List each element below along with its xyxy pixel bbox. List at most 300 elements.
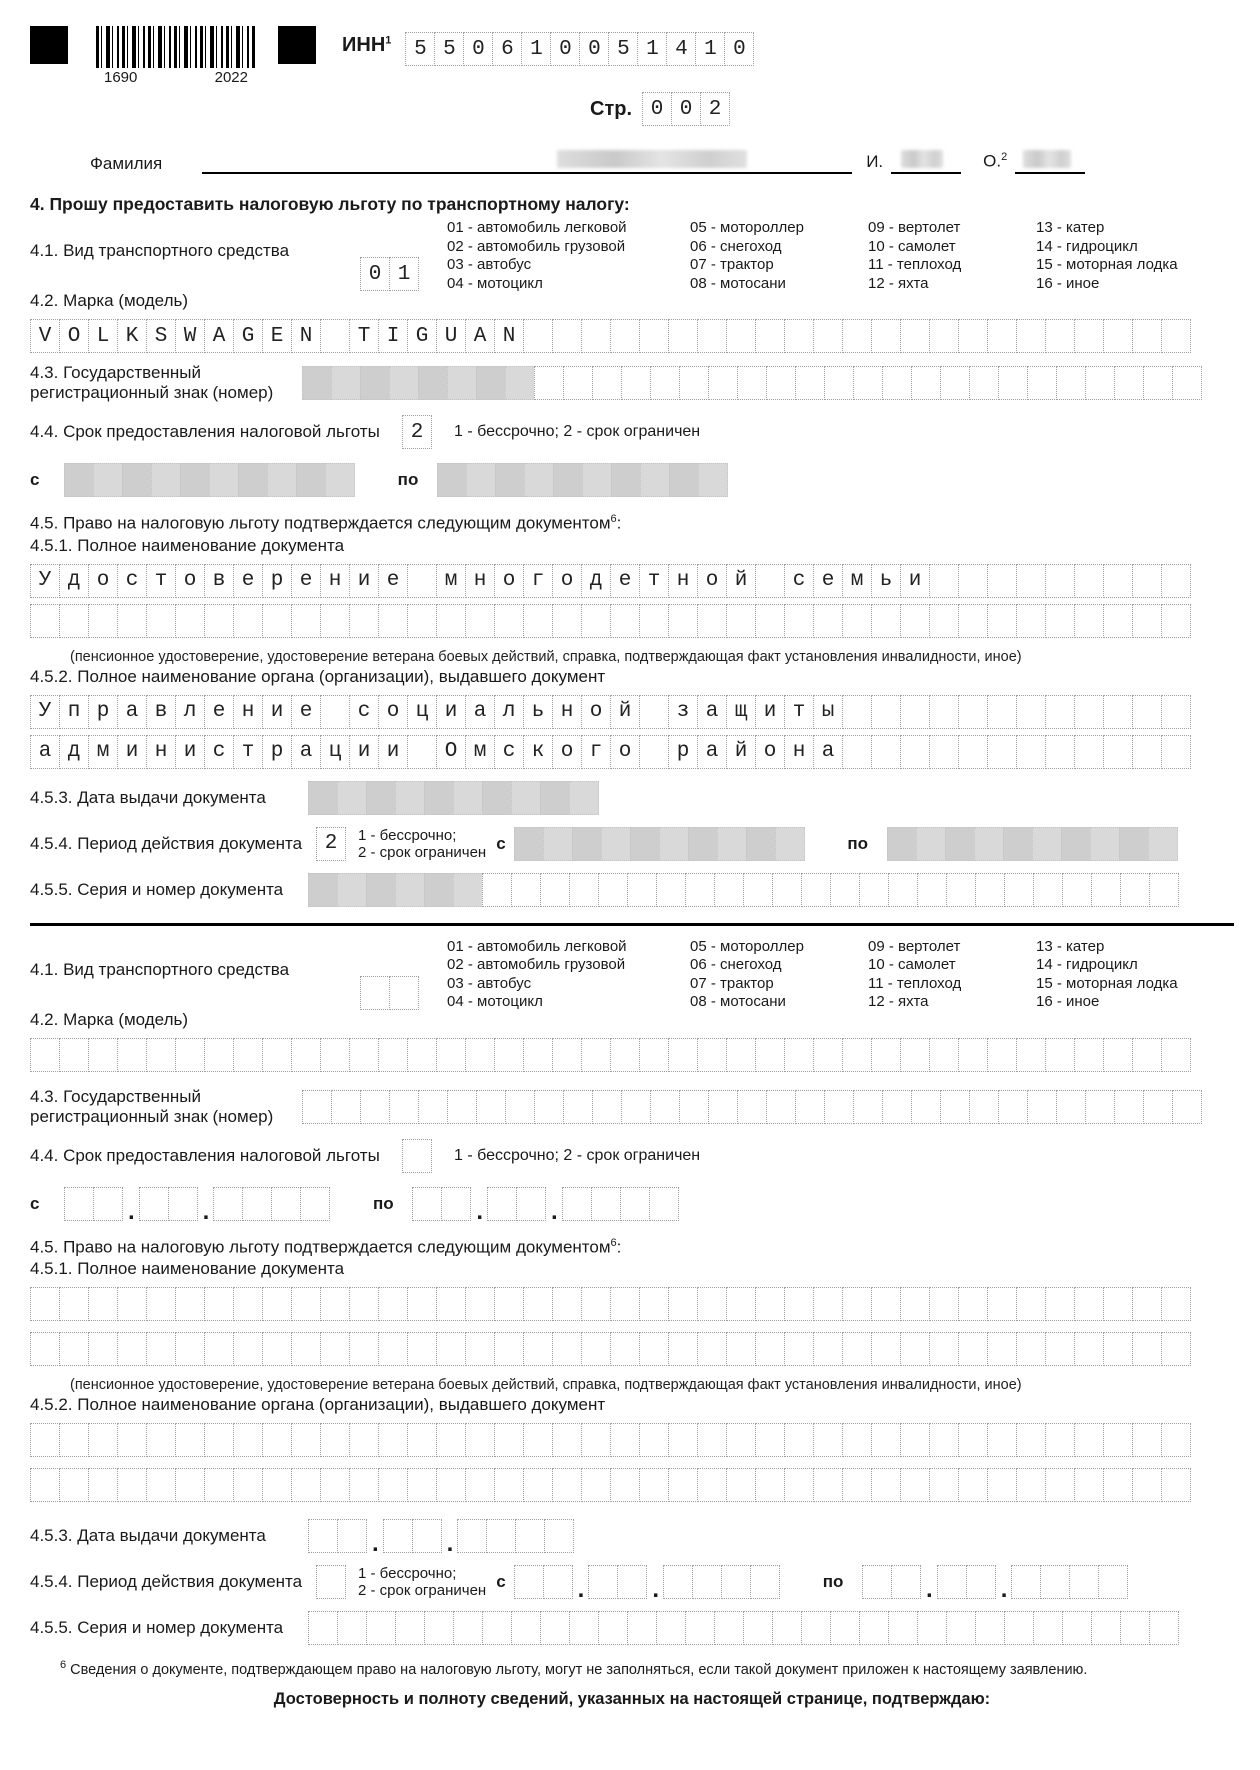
char-cell[interactable] bbox=[543, 1565, 573, 1599]
char-cell[interactable] bbox=[813, 1468, 843, 1502]
char-cell[interactable] bbox=[611, 463, 641, 497]
char-cell[interactable] bbox=[1069, 1565, 1099, 1599]
char-cell[interactable] bbox=[495, 463, 525, 497]
char-cell[interactable] bbox=[540, 781, 570, 815]
char-cell[interactable]: 0 bbox=[579, 32, 609, 66]
char-cell[interactable] bbox=[300, 1187, 330, 1221]
char-cell[interactable] bbox=[466, 463, 496, 497]
char-cell[interactable]: л bbox=[175, 695, 205, 729]
char-cell[interactable] bbox=[482, 781, 512, 815]
char-cell[interactable] bbox=[262, 1423, 292, 1457]
char-cell[interactable]: м bbox=[465, 735, 495, 769]
char-cell[interactable] bbox=[1161, 604, 1191, 638]
char-cell[interactable]: 5 bbox=[608, 32, 638, 66]
char-cell[interactable]: A bbox=[204, 319, 234, 353]
char-cell[interactable]: о bbox=[175, 564, 205, 598]
char-cell[interactable] bbox=[697, 1423, 727, 1457]
char-cell[interactable] bbox=[168, 1187, 198, 1221]
char-cell[interactable] bbox=[987, 1287, 1017, 1321]
char-cell[interactable] bbox=[515, 1519, 545, 1553]
char-cell[interactable] bbox=[308, 1519, 338, 1553]
char-cell[interactable] bbox=[830, 873, 860, 907]
char-cell[interactable] bbox=[563, 1090, 593, 1124]
char-cell[interactable]: L bbox=[88, 319, 118, 353]
char-cell[interactable] bbox=[639, 1332, 669, 1366]
char-cell[interactable] bbox=[1103, 735, 1133, 769]
char-cell[interactable] bbox=[1004, 1611, 1034, 1645]
char-cell[interactable]: ь bbox=[871, 564, 901, 598]
entry1-brand-field[interactable] bbox=[30, 319, 1191, 353]
char-cell[interactable] bbox=[784, 1038, 814, 1072]
char-cell[interactable] bbox=[900, 1287, 930, 1321]
char-cell[interactable] bbox=[93, 463, 123, 497]
char-cell[interactable] bbox=[871, 1423, 901, 1457]
char-cell[interactable] bbox=[698, 463, 728, 497]
char-cell[interactable]: 0 bbox=[724, 32, 754, 66]
char-cell[interactable] bbox=[233, 1287, 263, 1321]
char-cell[interactable] bbox=[1004, 873, 1034, 907]
char-cell[interactable] bbox=[1003, 827, 1033, 861]
char-cell[interactable] bbox=[1045, 1468, 1075, 1502]
char-cell[interactable] bbox=[958, 319, 988, 353]
char-cell[interactable]: а bbox=[291, 735, 321, 769]
char-cell[interactable] bbox=[552, 1038, 582, 1072]
char-cell[interactable] bbox=[937, 1565, 967, 1599]
entry1-doc-name-line1-field[interactable] bbox=[30, 564, 1191, 598]
char-cell[interactable] bbox=[447, 366, 477, 400]
char-cell[interactable] bbox=[974, 827, 1004, 861]
char-cell[interactable] bbox=[204, 1287, 234, 1321]
char-cell[interactable]: 0 bbox=[360, 257, 390, 291]
char-cell[interactable] bbox=[1033, 1611, 1063, 1645]
char-cell[interactable] bbox=[175, 604, 205, 638]
char-cell[interactable] bbox=[487, 1187, 517, 1221]
char-cell[interactable]: N bbox=[291, 319, 321, 353]
char-cell[interactable] bbox=[1103, 604, 1133, 638]
char-cell[interactable] bbox=[233, 1423, 263, 1457]
char-cell[interactable] bbox=[88, 1038, 118, 1072]
char-cell[interactable] bbox=[552, 319, 582, 353]
char-cell[interactable] bbox=[465, 1287, 495, 1321]
char-cell[interactable]: а bbox=[813, 735, 843, 769]
char-cell[interactable] bbox=[302, 1090, 332, 1124]
char-cell[interactable] bbox=[669, 463, 699, 497]
char-cell[interactable] bbox=[755, 604, 785, 638]
char-cell[interactable] bbox=[476, 366, 506, 400]
char-cell[interactable] bbox=[743, 1611, 773, 1645]
char-cell[interactable]: 2 bbox=[316, 827, 346, 861]
char-cell[interactable] bbox=[1132, 319, 1162, 353]
char-cell[interactable] bbox=[620, 1187, 650, 1221]
char-cell[interactable] bbox=[1091, 1611, 1121, 1645]
char-cell[interactable] bbox=[175, 1038, 205, 1072]
entry1-term-from-field[interactable] bbox=[64, 463, 355, 497]
char-cell[interactable] bbox=[1011, 1565, 1041, 1599]
char-cell[interactable] bbox=[795, 366, 825, 400]
char-cell[interactable] bbox=[436, 604, 466, 638]
char-cell[interactable] bbox=[441, 1187, 471, 1221]
char-cell[interactable] bbox=[813, 1038, 843, 1072]
char-cell[interactable] bbox=[146, 604, 176, 638]
char-cell[interactable] bbox=[88, 1423, 118, 1457]
char-cell[interactable] bbox=[842, 604, 872, 638]
char-cell[interactable] bbox=[1132, 735, 1162, 769]
char-cell[interactable] bbox=[505, 1090, 535, 1124]
char-cell[interactable]: и bbox=[349, 564, 379, 598]
char-cell[interactable] bbox=[601, 827, 631, 861]
char-cell[interactable] bbox=[871, 695, 901, 729]
char-cell[interactable]: е bbox=[291, 564, 321, 598]
char-cell[interactable] bbox=[139, 1187, 169, 1221]
char-cell[interactable] bbox=[842, 1038, 872, 1072]
char-cell[interactable] bbox=[453, 873, 483, 907]
char-cell[interactable] bbox=[572, 827, 602, 861]
char-cell[interactable] bbox=[1132, 1038, 1162, 1072]
char-cell[interactable] bbox=[627, 873, 657, 907]
char-cell[interactable] bbox=[610, 1287, 640, 1321]
char-cell[interactable]: O bbox=[59, 319, 89, 353]
char-cell[interactable] bbox=[378, 1287, 408, 1321]
char-cell[interactable] bbox=[1074, 1332, 1104, 1366]
char-cell[interactable] bbox=[407, 735, 437, 769]
char-cell[interactable] bbox=[627, 1611, 657, 1645]
char-cell[interactable] bbox=[1161, 564, 1191, 598]
char-cell[interactable]: а bbox=[465, 695, 495, 729]
char-cell[interactable] bbox=[842, 319, 872, 353]
char-cell[interactable] bbox=[969, 366, 999, 400]
char-cell[interactable] bbox=[482, 1611, 512, 1645]
char-cell[interactable]: о bbox=[378, 695, 408, 729]
char-cell[interactable] bbox=[998, 366, 1028, 400]
char-cell[interactable] bbox=[621, 1090, 651, 1124]
char-cell[interactable] bbox=[544, 1519, 574, 1553]
char-cell[interactable] bbox=[1132, 604, 1162, 638]
char-cell[interactable] bbox=[543, 827, 573, 861]
char-cell[interactable] bbox=[882, 1090, 912, 1124]
inn-field[interactable] bbox=[405, 32, 754, 66]
char-cell[interactable] bbox=[59, 1038, 89, 1072]
char-cell[interactable] bbox=[987, 604, 1017, 638]
char-cell[interactable] bbox=[402, 1139, 432, 1173]
char-cell[interactable] bbox=[1045, 1423, 1075, 1457]
char-cell[interactable] bbox=[1149, 873, 1179, 907]
char-cell[interactable] bbox=[291, 1332, 321, 1366]
char-cell[interactable] bbox=[1132, 564, 1162, 598]
char-cell[interactable] bbox=[30, 1038, 60, 1072]
char-cell[interactable] bbox=[1161, 319, 1191, 353]
char-cell[interactable] bbox=[1132, 1423, 1162, 1457]
char-cell[interactable] bbox=[93, 1187, 123, 1221]
char-cell[interactable]: 2 bbox=[402, 415, 432, 449]
entry1-vehicle-type-code-field[interactable] bbox=[360, 237, 419, 311]
char-cell[interactable] bbox=[813, 1332, 843, 1366]
char-cell[interactable]: I bbox=[378, 319, 408, 353]
char-cell[interactable] bbox=[1103, 564, 1133, 598]
char-cell[interactable] bbox=[772, 1611, 802, 1645]
char-cell[interactable] bbox=[320, 1287, 350, 1321]
char-cell[interactable] bbox=[146, 1332, 176, 1366]
char-cell[interactable] bbox=[407, 1423, 437, 1457]
char-cell[interactable] bbox=[650, 366, 680, 400]
char-cell[interactable] bbox=[871, 1038, 901, 1072]
char-cell[interactable] bbox=[291, 1468, 321, 1502]
char-cell[interactable] bbox=[175, 1468, 205, 1502]
char-cell[interactable] bbox=[1056, 1090, 1086, 1124]
char-cell[interactable] bbox=[929, 1468, 959, 1502]
entry1-serial-field[interactable] bbox=[308, 873, 1179, 907]
char-cell[interactable] bbox=[337, 873, 367, 907]
char-cell[interactable] bbox=[610, 604, 640, 638]
char-cell[interactable] bbox=[975, 873, 1005, 907]
char-cell[interactable] bbox=[853, 366, 883, 400]
char-cell[interactable] bbox=[766, 366, 796, 400]
char-cell[interactable] bbox=[569, 873, 599, 907]
char-cell[interactable]: 1 bbox=[521, 32, 551, 66]
char-cell[interactable]: а bbox=[117, 695, 147, 729]
char-cell[interactable] bbox=[813, 604, 843, 638]
char-cell[interactable] bbox=[726, 1423, 756, 1457]
char-cell[interactable] bbox=[1016, 564, 1046, 598]
char-cell[interactable] bbox=[1016, 1423, 1046, 1457]
char-cell[interactable]: и bbox=[175, 735, 205, 769]
char-cell[interactable]: а bbox=[30, 735, 60, 769]
char-cell[interactable] bbox=[424, 1611, 454, 1645]
char-cell[interactable] bbox=[505, 366, 535, 400]
char-cell[interactable] bbox=[853, 1090, 883, 1124]
char-cell[interactable] bbox=[1016, 735, 1046, 769]
char-cell[interactable]: м bbox=[436, 564, 466, 598]
entry2-brand-field[interactable] bbox=[30, 1038, 1191, 1072]
char-cell[interactable] bbox=[987, 1038, 1017, 1072]
char-cell[interactable] bbox=[1016, 1468, 1046, 1502]
char-cell[interactable] bbox=[30, 1332, 60, 1366]
char-cell[interactable] bbox=[929, 1332, 959, 1366]
entry1-doc-period-from-field[interactable] bbox=[514, 827, 805, 861]
char-cell[interactable] bbox=[900, 1332, 930, 1366]
char-cell[interactable] bbox=[238, 463, 268, 497]
char-cell[interactable]: A bbox=[465, 319, 495, 353]
char-cell[interactable] bbox=[581, 1332, 611, 1366]
char-cell[interactable] bbox=[1161, 1287, 1191, 1321]
char-cell[interactable] bbox=[946, 873, 976, 907]
char-cell[interactable] bbox=[1119, 827, 1149, 861]
char-cell[interactable] bbox=[117, 1468, 147, 1502]
char-cell[interactable] bbox=[987, 695, 1017, 729]
char-cell[interactable] bbox=[447, 1090, 477, 1124]
char-cell[interactable] bbox=[552, 1287, 582, 1321]
char-cell[interactable] bbox=[685, 873, 715, 907]
char-cell[interactable] bbox=[668, 1423, 698, 1457]
char-cell[interactable]: й bbox=[610, 695, 640, 729]
char-cell[interactable] bbox=[900, 735, 930, 769]
patronymic-initial-field[interactable] bbox=[1015, 148, 1085, 174]
char-cell[interactable] bbox=[494, 1038, 524, 1072]
char-cell[interactable] bbox=[755, 1423, 785, 1457]
char-cell[interactable]: д bbox=[581, 564, 611, 598]
char-cell[interactable] bbox=[395, 873, 425, 907]
char-cell[interactable]: н bbox=[784, 735, 814, 769]
char-cell[interactable] bbox=[1085, 1090, 1115, 1124]
char-cell[interactable] bbox=[755, 1038, 785, 1072]
char-cell[interactable] bbox=[378, 604, 408, 638]
char-cell[interactable] bbox=[316, 1565, 346, 1599]
char-cell[interactable] bbox=[755, 319, 785, 353]
char-cell[interactable]: о bbox=[552, 735, 582, 769]
char-cell[interactable] bbox=[750, 1565, 780, 1599]
char-cell[interactable] bbox=[1045, 1038, 1075, 1072]
char-cell[interactable] bbox=[871, 604, 901, 638]
char-cell[interactable] bbox=[407, 1038, 437, 1072]
entry2-term-code-field[interactable] bbox=[402, 1139, 432, 1173]
char-cell[interactable] bbox=[958, 695, 988, 729]
entry2-term-from-field[interactable] bbox=[64, 1187, 330, 1225]
char-cell[interactable] bbox=[366, 781, 396, 815]
char-cell[interactable] bbox=[302, 366, 332, 400]
char-cell[interactable] bbox=[987, 1332, 1017, 1366]
char-cell[interactable] bbox=[1045, 735, 1075, 769]
char-cell[interactable] bbox=[378, 1423, 408, 1457]
char-cell[interactable]: E bbox=[262, 319, 292, 353]
char-cell[interactable] bbox=[813, 1423, 843, 1457]
char-cell[interactable] bbox=[871, 1468, 901, 1502]
char-cell[interactable] bbox=[117, 1332, 147, 1366]
char-cell[interactable] bbox=[233, 1038, 263, 1072]
char-cell[interactable]: в bbox=[204, 564, 234, 598]
char-cell[interactable] bbox=[552, 1332, 582, 1366]
char-cell[interactable] bbox=[349, 1332, 379, 1366]
char-cell[interactable] bbox=[1062, 1611, 1092, 1645]
char-cell[interactable] bbox=[1016, 1332, 1046, 1366]
char-cell[interactable] bbox=[685, 1611, 715, 1645]
char-cell[interactable] bbox=[389, 366, 419, 400]
char-cell[interactable] bbox=[1027, 366, 1057, 400]
char-cell[interactable] bbox=[320, 1423, 350, 1457]
char-cell[interactable] bbox=[175, 1423, 205, 1457]
char-cell[interactable] bbox=[511, 873, 541, 907]
char-cell[interactable] bbox=[337, 1611, 367, 1645]
char-cell[interactable] bbox=[562, 1187, 592, 1221]
char-cell[interactable] bbox=[766, 1090, 796, 1124]
char-cell[interactable] bbox=[900, 1038, 930, 1072]
char-cell[interactable] bbox=[1143, 366, 1173, 400]
char-cell[interactable] bbox=[511, 781, 541, 815]
char-cell[interactable] bbox=[1074, 604, 1104, 638]
char-cell[interactable]: е bbox=[378, 564, 408, 598]
char-cell[interactable] bbox=[552, 604, 582, 638]
char-cell[interactable]: н bbox=[668, 564, 698, 598]
char-cell[interactable] bbox=[1074, 695, 1104, 729]
char-cell[interactable] bbox=[958, 735, 988, 769]
char-cell[interactable] bbox=[746, 827, 776, 861]
char-cell[interactable] bbox=[59, 1332, 89, 1366]
char-cell[interactable]: к bbox=[523, 735, 553, 769]
char-cell[interactable] bbox=[1103, 1423, 1133, 1457]
char-cell[interactable] bbox=[639, 1423, 669, 1457]
char-cell[interactable] bbox=[581, 1287, 611, 1321]
char-cell[interactable] bbox=[453, 1611, 483, 1645]
char-cell[interactable] bbox=[958, 1287, 988, 1321]
char-cell[interactable]: У bbox=[30, 564, 60, 598]
char-cell[interactable] bbox=[30, 1423, 60, 1457]
char-cell[interactable]: т bbox=[639, 564, 669, 598]
char-cell[interactable] bbox=[291, 1038, 321, 1072]
char-cell[interactable]: 1 bbox=[695, 32, 725, 66]
char-cell[interactable] bbox=[1045, 695, 1075, 729]
char-cell[interactable]: й bbox=[726, 735, 756, 769]
char-cell[interactable] bbox=[668, 1332, 698, 1366]
char-cell[interactable] bbox=[958, 1423, 988, 1457]
entry2-term-to-field[interactable] bbox=[412, 1187, 678, 1225]
char-cell[interactable] bbox=[1045, 319, 1075, 353]
char-cell[interactable] bbox=[1114, 1090, 1144, 1124]
char-cell[interactable]: V bbox=[30, 319, 60, 353]
char-cell[interactable]: е bbox=[813, 564, 843, 598]
char-cell[interactable] bbox=[668, 1468, 698, 1502]
char-cell[interactable] bbox=[296, 463, 326, 497]
char-cell[interactable] bbox=[1148, 827, 1178, 861]
char-cell[interactable]: 0 bbox=[550, 32, 580, 66]
char-cell[interactable]: 1 bbox=[389, 257, 419, 291]
entry2-issuer-line1-field[interactable] bbox=[30, 1423, 1191, 1457]
char-cell[interactable] bbox=[412, 1187, 442, 1221]
char-cell[interactable] bbox=[457, 1519, 487, 1553]
char-cell[interactable] bbox=[1074, 735, 1104, 769]
char-cell[interactable] bbox=[958, 1468, 988, 1502]
surname-field[interactable] bbox=[202, 148, 852, 174]
char-cell[interactable] bbox=[271, 1187, 301, 1221]
char-cell[interactable] bbox=[88, 1287, 118, 1321]
char-cell[interactable] bbox=[569, 781, 599, 815]
char-cell[interactable] bbox=[862, 1565, 892, 1599]
char-cell[interactable] bbox=[1161, 1423, 1191, 1457]
char-cell[interactable] bbox=[117, 604, 147, 638]
entry2-issue-date-field[interactable] bbox=[308, 1519, 574, 1558]
char-cell[interactable] bbox=[395, 1611, 425, 1645]
char-cell[interactable] bbox=[349, 1423, 379, 1457]
char-cell[interactable] bbox=[117, 1423, 147, 1457]
char-cell[interactable] bbox=[1074, 1287, 1104, 1321]
entry1-issue-date-field[interactable] bbox=[308, 781, 599, 815]
char-cell[interactable] bbox=[465, 1423, 495, 1457]
char-cell[interactable]: с bbox=[349, 695, 379, 729]
entry1-doc-period-to-field[interactable] bbox=[887, 827, 1178, 861]
char-cell[interactable] bbox=[929, 1423, 959, 1457]
char-cell[interactable] bbox=[291, 1423, 321, 1457]
char-cell[interactable] bbox=[916, 827, 946, 861]
char-cell[interactable] bbox=[639, 604, 669, 638]
char-cell[interactable] bbox=[1103, 1332, 1133, 1366]
char-cell[interactable] bbox=[882, 366, 912, 400]
char-cell[interactable] bbox=[1091, 873, 1121, 907]
char-cell[interactable] bbox=[775, 827, 805, 861]
char-cell[interactable] bbox=[436, 1287, 466, 1321]
entry2-doc-name-line1-field[interactable] bbox=[30, 1287, 1191, 1321]
char-cell[interactable] bbox=[407, 1468, 437, 1502]
char-cell[interactable] bbox=[842, 1332, 872, 1366]
char-cell[interactable] bbox=[204, 1332, 234, 1366]
char-cell[interactable] bbox=[650, 1090, 680, 1124]
char-cell[interactable] bbox=[407, 1332, 437, 1366]
char-cell[interactable] bbox=[436, 1332, 466, 1366]
char-cell[interactable] bbox=[378, 1038, 408, 1072]
char-cell[interactable]: о bbox=[552, 564, 582, 598]
char-cell[interactable]: 6 bbox=[492, 32, 522, 66]
char-cell[interactable] bbox=[969, 1090, 999, 1124]
char-cell[interactable] bbox=[842, 735, 872, 769]
char-cell[interactable] bbox=[987, 319, 1017, 353]
char-cell[interactable] bbox=[784, 1287, 814, 1321]
char-cell[interactable]: с bbox=[117, 564, 147, 598]
